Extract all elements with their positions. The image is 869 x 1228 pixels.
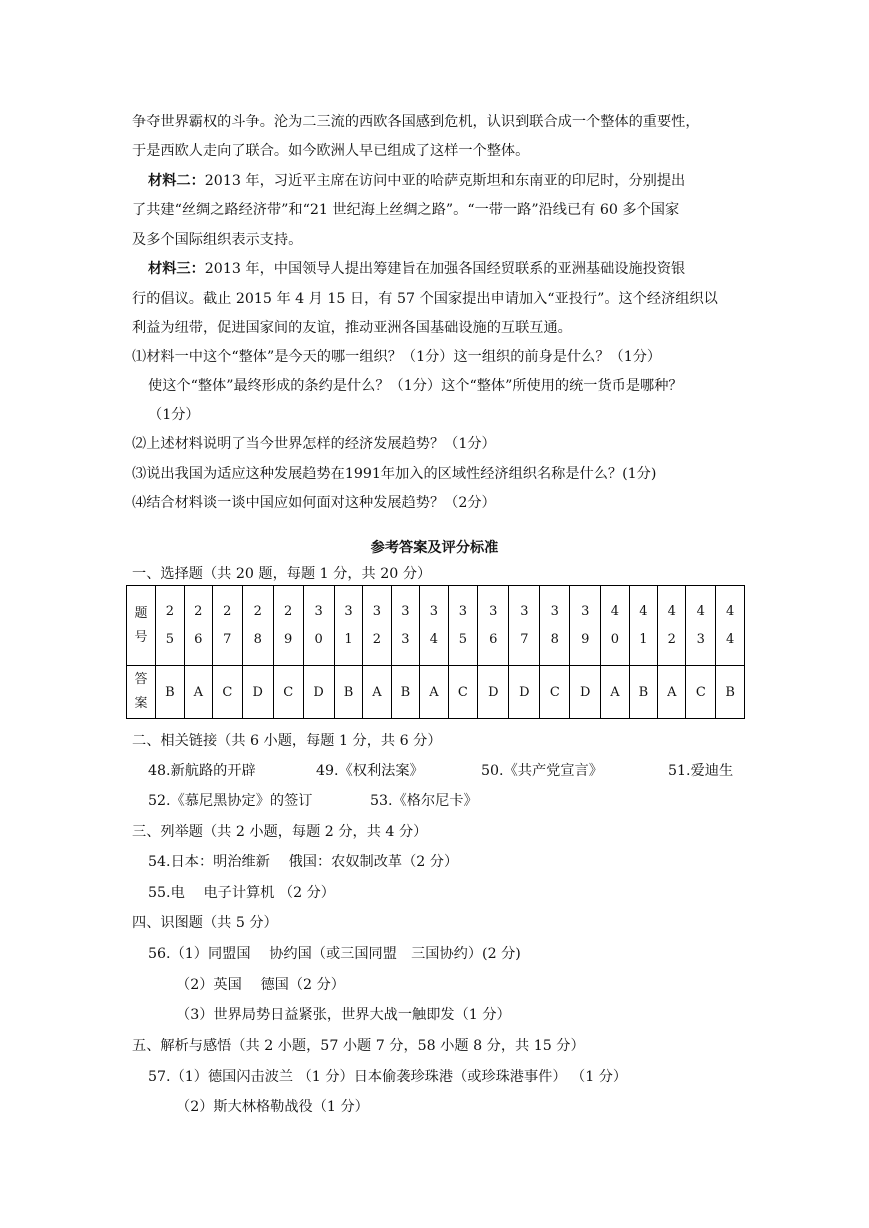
answers-title: 参考答案及评分标准 [370,540,499,556]
answer-item: 49.《权利法案》 [316,763,424,779]
digit: 4 [725,631,735,647]
question-3: ⑶说出我国为适应这种发展趋势在1991年加入的区域性经济组织名称是什么？(1分) [132,466,657,482]
question-1-score: （1分） [148,407,200,423]
digit: 4 [639,603,648,619]
answer-item: 48.新航路的开辟 [148,763,256,779]
question-number-cell [478,586,509,666]
material-line: 于是西欧人走向了联合。如今欧洲人早已组成了这样一个整体。 [132,143,530,159]
digit: 0 [314,631,323,647]
answer-item: 52.《慕尼黑协定》的签订 [148,793,313,809]
material-line: 2013 年，中国领导人提出筹建旨在加强各国经贸联系的亚洲基础设施投资银 [204,261,686,277]
digit: 2 [372,631,382,647]
answer-cell: D [242,666,273,719]
question-number-cell [156,586,185,666]
answer-item: （2）斯大林格勒战役（1 分） [176,1099,369,1115]
digit: 3 [458,603,468,619]
digit: 9 [581,631,590,647]
answer-cell: D [303,666,334,719]
material-line: 2013 年，习近平主席在访问中亚的哈萨克斯坦和东南亚的印尼时，分别提出 [204,173,686,189]
digit: 5 [458,631,468,647]
digit: 3 [401,603,410,619]
answer-cell: C [686,666,716,719]
question-2: ⑵上述材料说明了当今世界怎样的经济发展趋势？（1分） [132,436,496,452]
question-1-cont: 使这个“整体”最终形成的条约是什么？（1分）这个“整体”所使用的统一货币是哪种？ [148,378,683,394]
question-number-cell [716,586,745,666]
question-number-row [127,586,745,666]
digit: 2 [667,631,676,647]
digit: 9 [284,631,293,647]
digit: 2 [223,603,232,619]
question-number-cell [601,586,629,666]
answer-row [127,666,745,719]
material-line: 利益为纽带，促进国家间的友谊，推动亚洲各国基础设施的互联互通。 [132,320,572,336]
answer-item: 54.日本：明治维新 俄国：农奴制改革（2 分） [148,854,459,870]
answer-cell: C [448,666,478,719]
digit: 4 [696,603,705,619]
answer-cell: C [212,666,242,719]
answer-cell: B [629,666,658,719]
digit: 3 [550,603,559,619]
digit: 4 [610,603,620,619]
answer-item: （2）英国 德国（2 分） [176,977,345,993]
section-heading: 四、识图题（共 5 分） [132,915,278,931]
question-4: ⑷结合材料谈一谈中国应如何面对这种发展趋势？（2分） [132,495,496,511]
digit: 8 [253,631,262,647]
answer-cell: D [509,666,540,719]
question-number-cell [212,586,242,666]
digit: 3 [344,603,353,619]
answer-cell: D [478,666,509,719]
answer-cell: A [184,666,212,719]
digit: 6 [194,631,203,647]
row-header: 题 号 [127,586,156,666]
answer-cell: C [273,666,303,719]
digit: 1 [639,631,648,647]
question-number-cell [242,586,273,666]
digit: 4 [725,603,735,619]
section-heading: 三、列举题（共 2 小题，每题 2 分，共 4 分） [132,824,428,840]
digit: 6 [489,631,498,647]
digit: 2 [253,603,262,619]
row-header: 答 案 [127,666,156,719]
material-line: 了共建“丝绸之路经济带”和“21 世纪海上丝绸之路”。“一带一路”沿线已有 60 多个国家 [132,202,680,218]
question-1: ⑴材料一中这个“整体”是今天的哪一组织？（1分）这一组织的前身是什么？（1分） [132,349,662,365]
material-three-label: 材料三： [148,261,205,277]
question-number-cell [273,586,303,666]
digit: 3 [401,631,410,647]
question-number-cell [448,586,478,666]
question-number-cell [303,586,334,666]
answer-cell: A [658,666,686,719]
digit: 3 [489,603,498,619]
digit: 4 [667,603,676,619]
answer-cell: D [570,666,601,719]
answer-cell: A [601,666,629,719]
section-heading: 二、相关链接（共 6 小题，每题 1 分，共 6 分） [132,733,442,749]
question-number-cell [363,586,391,666]
digit: 2 [165,603,174,619]
answer-cell: B [391,666,420,719]
question-number-cell [420,586,448,666]
answer-item: 56.（1）同盟国 协约国（或三国同盟 三国协约）(2 分) [148,946,521,962]
answer-item: 55.电 电子计算机 （2 分） [148,885,335,901]
material-line: 行的倡议。截止 2015 年 4 月 15 日，有 57 个国家提出申请加入“亚投行”。这个经济组织以 [132,291,718,307]
answer-item: 51.爱迪生 [668,763,734,779]
answer-item: 50.《共产党宣言》 [481,763,603,779]
digit: 0 [610,631,620,647]
material-two-paragraph [148,171,685,191]
answer-cell: B [716,666,745,719]
answer-cell: B [156,666,185,719]
question-number-cell [658,586,686,666]
digit: 5 [165,631,174,647]
digit: 7 [520,631,529,647]
digit: 3 [372,603,382,619]
answer-cell: A [420,666,448,719]
question-number-cell [629,586,658,666]
material-line: 及多个国际组织表示支持。 [132,232,303,248]
digit: 4 [429,631,439,647]
digit: 3 [429,603,439,619]
section-heading: 五、解析与感悟（共 2 小题，57 小题 7 分，58 小题 8 分，共 15 分） [132,1038,585,1054]
digit: 3 [696,631,705,647]
material-line: 争夺世界霸权的斗争。沦为二三流的西欧各国感到危机，认识到联合成一个整体的重要性， [132,114,700,130]
question-number-cell [540,586,570,666]
answer-item: 53.《格尔尼卡》 [370,793,478,809]
digit: 8 [550,631,559,647]
answer-item: （3）世界局势日益紧张，世界大战一触即发（1 分） [176,1007,511,1023]
answer-item: 57.（1）德国闪击波兰 （1 分）日本偷袭珍珠港（或珍珠港事件） （1 分） [148,1069,628,1085]
answer-cell: C [540,666,570,719]
question-number-cell [509,586,540,666]
digit: 3 [314,603,323,619]
question-number-cell [334,586,363,666]
material-two-label: 材料二： [148,173,205,189]
digit: 3 [520,603,529,619]
digit: 2 [194,603,203,619]
section-heading: 一、选择题（共 20 题，每题 1 分，共 20 分） [132,566,432,582]
digit: 2 [284,603,293,619]
answer-table [126,585,745,719]
digit: 3 [581,603,590,619]
question-number-cell [391,586,420,666]
question-number-cell [686,586,716,666]
digit: 7 [223,631,232,647]
digit: 1 [344,631,353,647]
material-three-paragraph [148,259,685,279]
question-number-cell [184,586,212,666]
answer-cell: B [334,666,363,719]
question-number-cell [570,586,601,666]
answer-cell: A [363,666,391,719]
